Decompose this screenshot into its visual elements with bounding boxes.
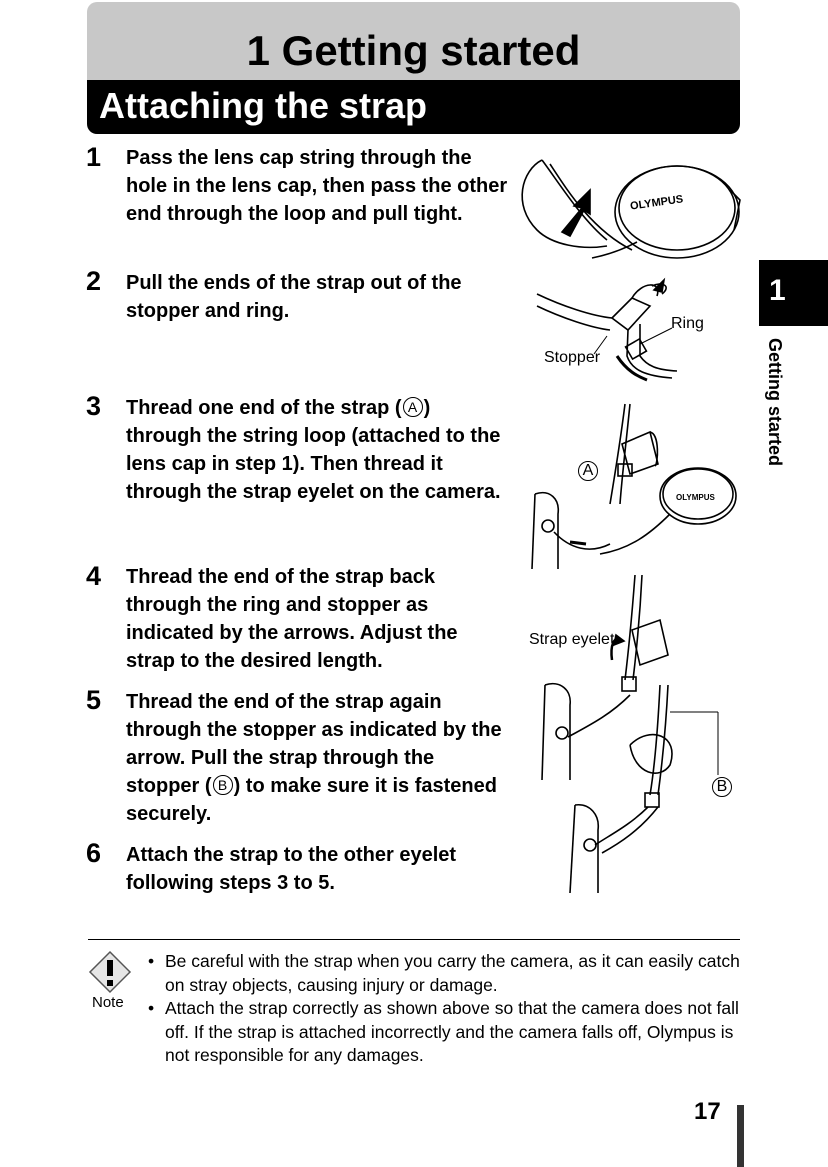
stopper-label: Stopper [544, 349, 601, 366]
strap-eyelet-label: Strap eyelet [529, 631, 615, 648]
section-title: Attaching the strap [99, 85, 428, 126]
note-item: • Be careful with the strap when you carry the camera, as it can easily catch on stray objects, causing injury or damage. [148, 950, 740, 997]
marker-b-inline: B [213, 775, 233, 795]
chapter-title: 1 Getting started [246, 27, 581, 74]
page-number: 17 [694, 1098, 721, 1125]
ring-label: Ring [671, 315, 704, 332]
chapter-tab [759, 260, 828, 326]
step-2-number: 2 [86, 266, 102, 296]
step-1-text: Pass the lens cap string through the hole in the lens cap, then pass the other end through the loop and pull tight. [126, 147, 508, 225]
chapter-tab-number: 1 [769, 274, 786, 307]
step-5-number: 5 [86, 685, 102, 715]
lens-cap-illustration [512, 150, 742, 270]
step-6-text: Attach the strap to the other eyelet following steps 3 to 5. [126, 844, 457, 894]
step-3-number: 3 [86, 391, 102, 421]
note-icon [88, 950, 132, 998]
lens-cap-brand-small: OLYMPUS [676, 493, 715, 502]
note-item: • Attach the strap correctly as shown above so that the camera does not fall off. If the strap is attached incorrectly and the camera falls off, Olympus is not responsible for any damages. [148, 997, 740, 1068]
step-6-number: 6 [86, 838, 102, 868]
step-1-number: 1 [86, 142, 102, 172]
chapter-header [87, 2, 740, 82]
step-5-text [126, 688, 510, 828]
step-5-text-end: ) to make sure it is fastened securely. [126, 775, 497, 825]
note-list [148, 950, 740, 1068]
chapter-tab-label: Getting started [765, 338, 785, 467]
step-3-text-end: ) through the string loop (attached to the lens cap in step 1). Then thread it through the strap eyelet on the camera. [126, 397, 501, 503]
note-divider [88, 939, 740, 940]
strap-eyelet-illustration [540, 575, 730, 895]
page-edge-bar [737, 1105, 744, 1167]
marker-a-inline: A [403, 397, 423, 417]
step-5-text-start: Thread the end of the strap again through the stopper as indicated by the arrow. Pull the strap through the stopper ( [126, 691, 502, 797]
marker-a-figure: A [577, 461, 599, 482]
step-2-text: Pull the ends of the strap out of the stopper and ring. [126, 272, 462, 322]
step-3-text [126, 394, 510, 506]
section-header [87, 80, 740, 134]
lens-cap-brand: OLYMPUS [629, 193, 684, 213]
step-4-number: 4 [86, 561, 102, 591]
step-3-text-start: Thread one end of the strap ( [126, 397, 402, 419]
marker-b-figure: B [711, 777, 733, 798]
step-4-text: Thread the end of the strap back through the ring and stopper as indicated by the arrows. Adjust the strap to the desired length. [126, 566, 458, 672]
note-label: Note [92, 994, 124, 1011]
